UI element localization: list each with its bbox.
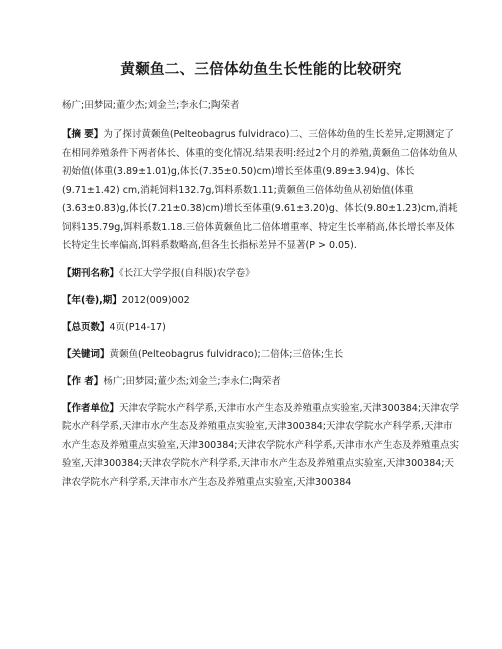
author-line: 杨广;田梦园;董少杰;刘金兰;李永仁;陶荣者 — [62, 100, 240, 111]
pages-label: 【总页数】 — [62, 321, 110, 333]
author-label: 【作 者】 — [62, 375, 104, 387]
abstract-section — [62, 126, 460, 256]
year-issue-text: 2012(009)002 — [121, 294, 190, 306]
abstract-label: 【摘 要】 — [62, 129, 104, 140]
affiliation-section — [62, 400, 460, 493]
keywords-label: 【关键词】 — [62, 348, 110, 360]
journal-section — [62, 265, 460, 283]
author-section — [62, 373, 460, 391]
affiliation-label: 【作者单位】 — [62, 402, 120, 414]
keywords-text: 黄颡鱼(Pelteobagrus fulvidraco);二倍体;三倍体;生长 — [109, 348, 344, 360]
keywords-section — [62, 346, 460, 364]
abstract-text: 为了探讨黄颡鱼(Pelteobagrus fulvidraco)二、三倍体幼鱼的生长差异,定期测定了在相同养殖条件下两者体长、体重的变化情况.结果表明:经过2个月的养殖,黄颡鱼二倍体幼鱼从初始值(体重(3.89±1.01)g,体长(7.35±0.50)cm)增长至体重(9.89±3.94)g、体长(9.71±1.42) cm,消耗饲料132.7g,饵料系数1.11;黄颡鱼三倍体幼鱼从初始值(体重(3.63±0.83)g,体长(7.21±0.38)cm)增长至体重(9.61±3.20)g、体长(9.80±1.23)cm,消耗饲料135.79g,饵料系数1.18.三倍体黄颡鱼比二倍体增重率、特定生长率稍高,体长增长率及体长特定生长率偏高,饵料系数略高,但各生长指标差异不显著(P > 0.05). — [62, 129, 458, 251]
pages-section — [62, 319, 460, 337]
author-text: 杨广;田梦园;董少杰;刘金兰;李永仁;陶荣者 — [103, 375, 281, 387]
year-issue-label: 【年(卷),期】 — [62, 294, 122, 306]
journal-text: 《长江大学学报(自科版)农学卷》 — [119, 267, 255, 279]
document-title: 黄颡鱼二、三倍体幼鱼生长性能的比较研究 — [120, 62, 402, 78]
pages-text: 4页(P14-17) — [109, 321, 166, 333]
journal-label: 【期刊名称】 — [62, 267, 120, 279]
year-issue-section — [62, 292, 460, 310]
affiliation-text: 天津农学院水产科学系,天津市水产生态及养殖重点实验室,天津300384;天津农学院水产科学系,天津市水产生态及养殖重点实验室,天津300384;天津农学院水产科学系,天津市水产生态及养殖重点实验室,天津300384;天津农学院水产科学系,天津市水产生态及养殖重点实验室,天津300384;天津农学院水产科学系,天津市水产生态及养殖重点实验室,天津300384;天津农学院水产科学系,天津市水产生态及养殖重点实验室,天津300384 — [62, 402, 460, 488]
